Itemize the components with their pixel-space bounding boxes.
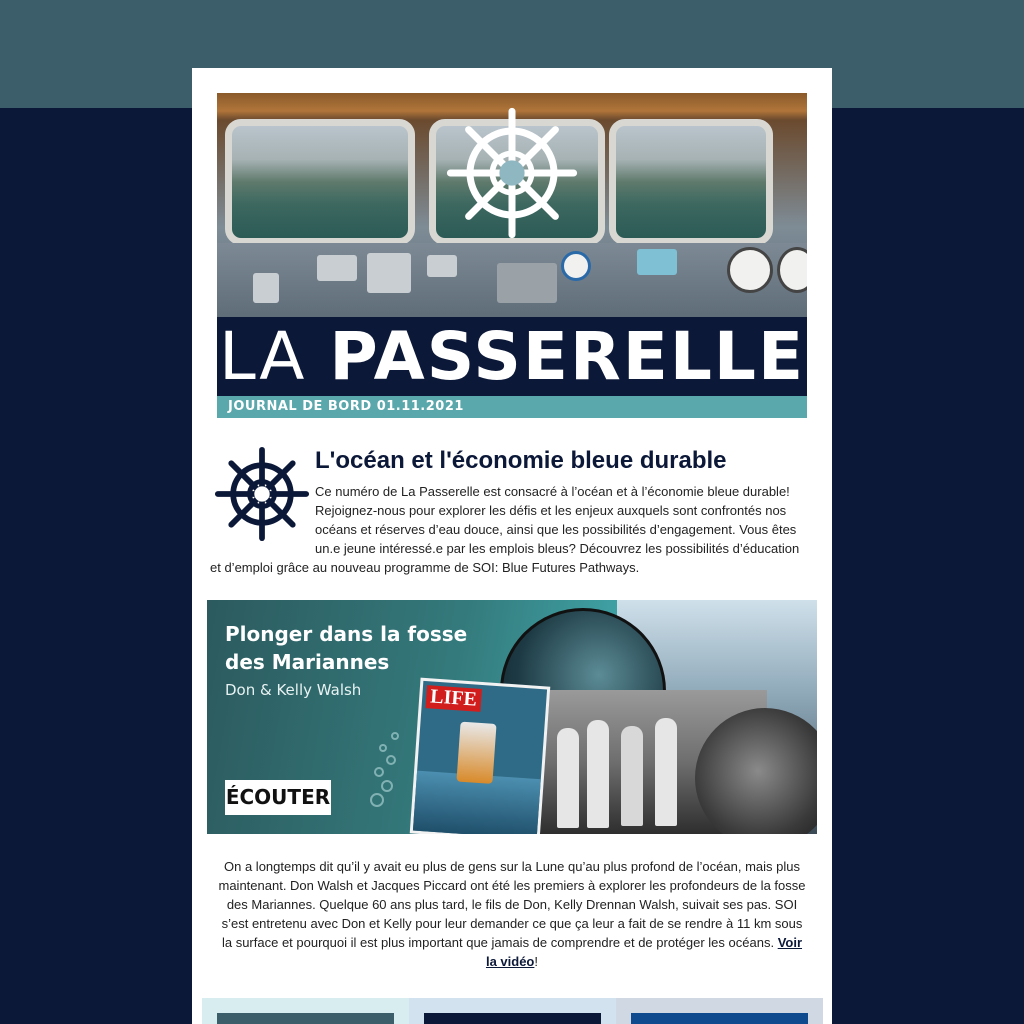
bridge-photo xyxy=(217,93,807,317)
control-console xyxy=(217,243,807,317)
story-text: On a longtemps dit qu’il y avait eu plus de gens sur la Lune qu’au plus profond de l’océan, mais plus maintenant. Don Walsh et Jacques Piccard ont été les premiers à explorer les profondeurs de la fosse des Mariannes. Quelque 60 ans plus tard, le fils de Don, Kelly Drennan Walsh, suivait ses pas. SOI s’est entretenu avec Don et Kelly pour leur demander ce que ça leur a fait de se rendre à 11 km sous la surface et pourquoi il est plus important que jamais de comprendre et de protéger les océans. xyxy=(218,859,806,950)
tile-2[interactable] xyxy=(409,998,616,1024)
feature-banner[interactable] xyxy=(207,600,817,834)
feature-title-line1: Plonger dans la fosse xyxy=(225,622,468,646)
ship-wheel-icon xyxy=(442,103,582,243)
intro-text-first: Ce numéro de La Passerelle est consacré à l’océan et à l’économie bleue durable! Rejoignez-nous pour explorer les défis et les enjeux auxquels sont confrontés nos océans et réserves d’eau douce, ainsi que les possibilités d’engagement. Vous êtes un.e jeune intéressé.e par les emplois bleus? Découvrez les possibilités d’éducation xyxy=(315,484,800,556)
feature-title xyxy=(225,620,467,676)
intro-paragraph xyxy=(210,482,804,577)
section-title: L'océan et l'économie bleue durable xyxy=(315,447,727,474)
tile-1[interactable] xyxy=(202,998,409,1024)
magazine-logo: LIFE xyxy=(425,685,481,712)
newsletter-title xyxy=(217,317,807,396)
story-paragraph xyxy=(217,857,807,971)
intro-text-rest: et d’emploi grâce au nouveau programme de SOI: Blue Futures Pathways. xyxy=(210,560,640,575)
bottom-tiles xyxy=(202,998,822,1024)
tile-3[interactable] xyxy=(616,998,823,1024)
life-magazine-cover xyxy=(410,678,551,834)
listen-button[interactable]: ÉCOUTER xyxy=(225,780,331,815)
story-after-link: ! xyxy=(534,954,539,969)
bubbles-decoration xyxy=(357,720,417,810)
header-banner xyxy=(217,93,807,418)
newsletter-card xyxy=(192,68,832,1024)
feature-subtitle: Don & Kelly Walsh xyxy=(225,681,362,699)
watch-video-link[interactable]: Voir la vidéo xyxy=(485,935,803,969)
title-bold: PASSERELLE xyxy=(329,318,806,395)
title-thin: LA xyxy=(218,318,307,395)
feature-title-line2: des Mariannes xyxy=(225,650,390,674)
issue-date: JOURNAL DE BORD 01.11.2021 xyxy=(217,396,807,418)
